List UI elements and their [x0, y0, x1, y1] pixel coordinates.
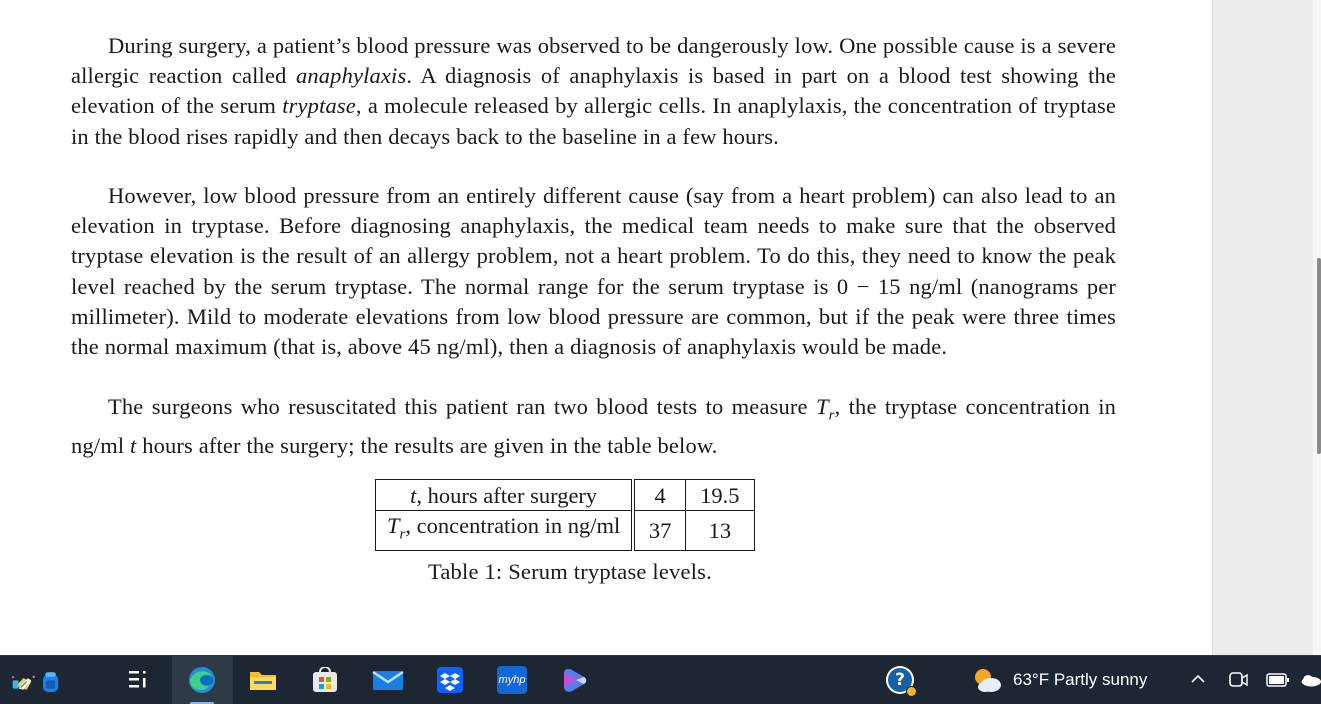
myhp-label: myhp	[498, 674, 526, 686]
paragraph-segment: During surgery, a patient’s blood pressure was observed to be dangerously low. One possible cause is a severe allergic reaction called	[71, 33, 1116, 89]
var-T: T	[387, 513, 400, 538]
paragraph-segment: , the tryptase concentration in ng/ml	[71, 394, 1117, 458]
scrollbar-thumb[interactable]	[1317, 258, 1321, 454]
paragraph-segment: anaphylaxis	[295, 63, 407, 89]
task-view-icon[interactable]	[122, 664, 154, 696]
paragraph-segment: r	[828, 407, 835, 424]
table-row-hours	[376, 480, 755, 511]
row-header-hours	[376, 480, 634, 511]
help-icon[interactable]	[884, 664, 916, 696]
table-caption: Table 1: Serum tryptase levels.	[428, 559, 712, 584]
row-header-concentration	[376, 511, 634, 551]
show-hidden-icons-chevron-icon[interactable]	[1190, 670, 1206, 689]
help-badge	[906, 686, 917, 697]
weather-text[interactable]: 63°F Partly sunny	[1013, 670, 1148, 689]
mail-icon[interactable]	[372, 664, 404, 696]
partly-sunny-weather-icon[interactable]	[971, 664, 1003, 696]
help-icon-glyph: ?	[888, 668, 912, 692]
para2-text	[71, 183, 1116, 359]
widgets-app-icon[interactable]	[8, 660, 64, 702]
edge-browser-icon[interactable]	[186, 664, 218, 696]
dropbox-icon[interactable]	[434, 664, 466, 696]
battery-icon[interactable]	[1262, 664, 1294, 696]
table-cell: 4	[633, 480, 685, 511]
paragraph-segment: tryptase	[282, 93, 356, 119]
paragraph-segment: , a molecule released by allergic cells. In anaplylaxis, the concentration of tryptase in the blood rises rapidly and then decays back to the baseline in a few hours.	[71, 93, 1116, 149]
table-cell: 37	[633, 511, 685, 551]
paragraph-segment: However, low blood pressure from an entirely different cause (say from a heart problem) can also lead to an elevation in tryptase. Before diagnosing anaphylaxis, the medical team needs to make sure that the observed tryptase elevation is the result of an allergy problem, not a heart problem. To do this, they need to know the peak level reached by the serum tryptase. The normal range for the serum tryptase is 0 − 15 ng/ml (nanograms per millimeter). Mild to moderate elevations from low blood pressure are common, but if the peak were three times the normal maximum (that is, above 45 ng/ml), then a diagnosis of anaphylaxis would be made.	[71, 183, 1116, 360]
paragraph-2	[71, 181, 1116, 362]
paragraph-3	[71, 392, 1116, 461]
file-explorer-icon[interactable]	[247, 664, 279, 696]
tryptase-table	[375, 479, 755, 551]
taskbar	[0, 655, 1321, 704]
var-subscript-r: r	[399, 526, 406, 543]
myhp-icon[interactable]	[496, 664, 528, 696]
row-label: , hours after surgery	[416, 482, 598, 508]
paragraph-segment: T	[815, 394, 829, 419]
paragraph-1	[71, 31, 1116, 152]
copilot-icon[interactable]	[558, 664, 590, 696]
var-t: t	[410, 482, 417, 508]
row-label: , concentration in ng/ml	[405, 513, 621, 538]
table-row-concentration	[376, 511, 755, 551]
paragraph-segment: . A diagnosis of anaphylaxis is based in part on a blood test showing the elevation of the serum	[71, 63, 1117, 119]
table-cell: 19.5	[685, 480, 754, 511]
paragraph-segment: t	[130, 432, 137, 458]
microsoft-store-icon[interactable]	[309, 664, 341, 696]
viewer-gutter	[1212, 0, 1321, 655]
paragraph-segment: The surgeons who resuscitated this patient ran two blood tests to measure	[108, 394, 816, 419]
para3-text	[71, 394, 1116, 458]
onedrive-cloud-icon[interactable]	[1300, 664, 1321, 696]
table-cell: 13	[685, 511, 754, 551]
para1-text	[71, 33, 1116, 149]
paragraph-segment: hours after the surgery; the results are given in the table below.	[136, 432, 718, 458]
meet-now-camera-icon[interactable]	[1222, 664, 1254, 696]
